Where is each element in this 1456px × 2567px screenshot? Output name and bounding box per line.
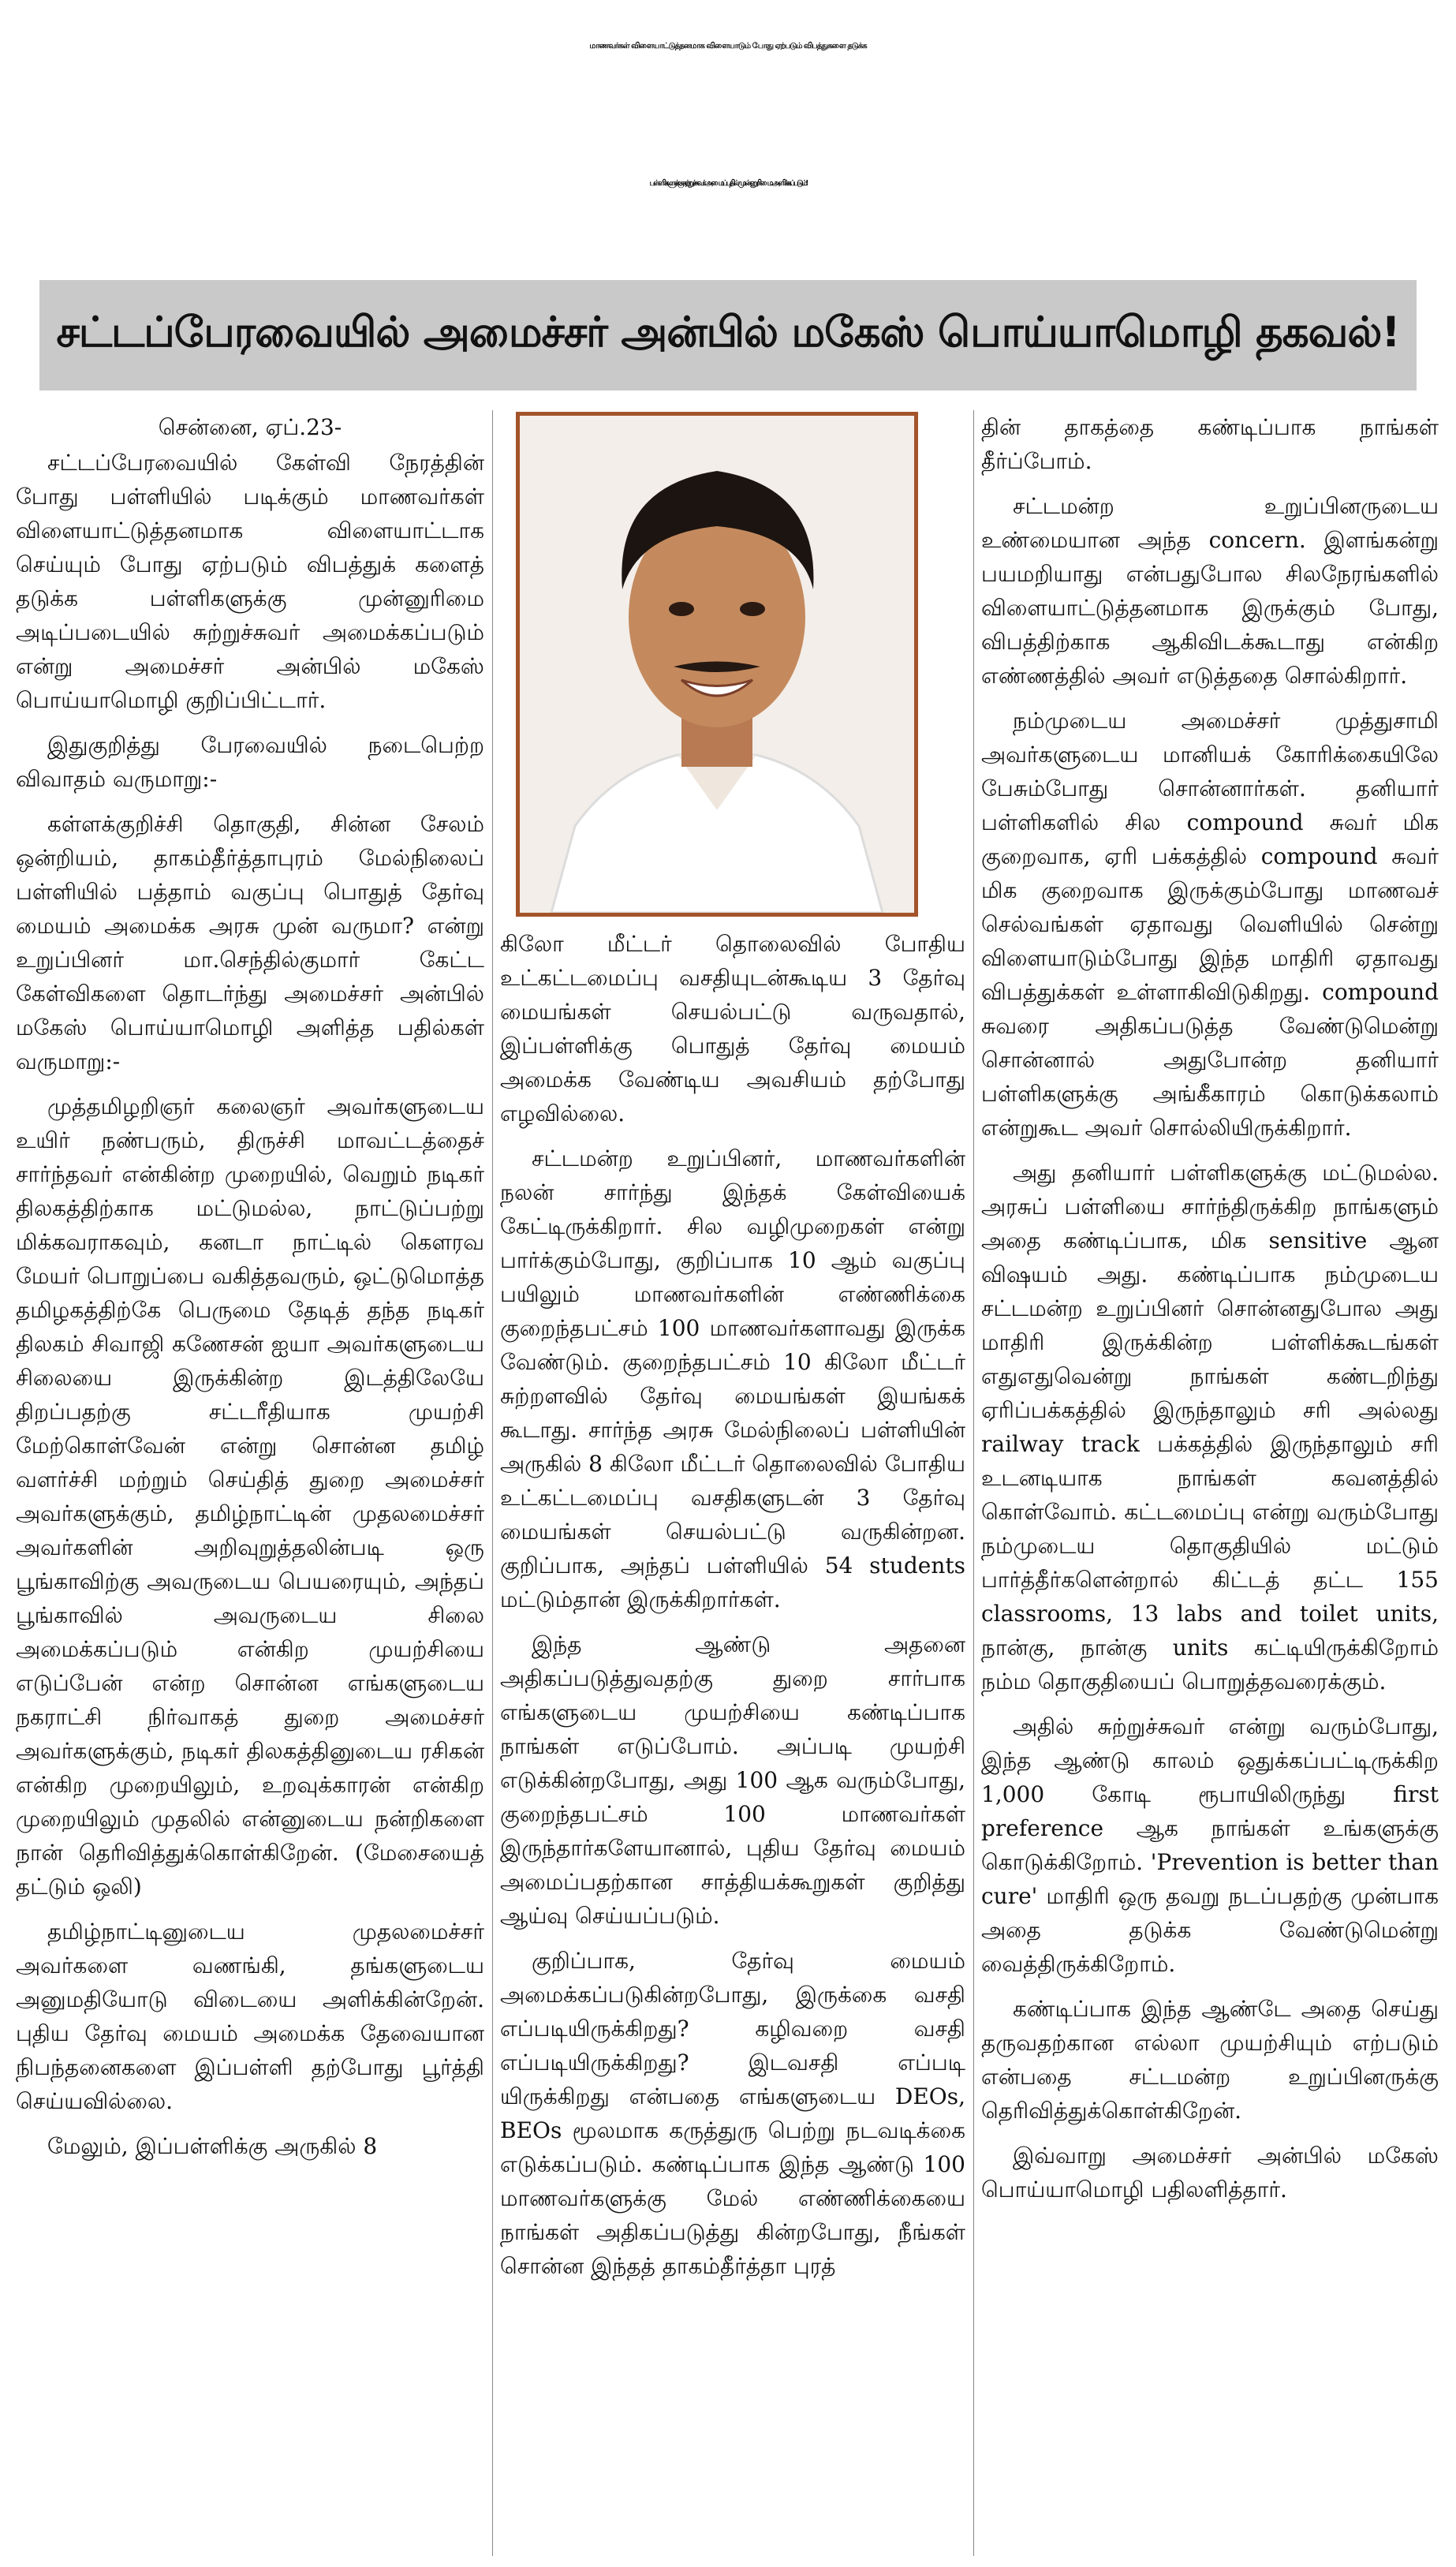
article-column-3 bbox=[981, 410, 1439, 2556]
paragraph: அதில் சுற்றுச்சுவர் என்று வரும்போது, இந்த ஆண்டு காலம் ஒதுக்கப்பட்டிருக்கிற 1,000 கோடி ரூபாயிலிருந்து first preference ஆக நாங்கள் உங்களுக்கு கொடுக்கிறோம். 'Prevention is better than cure' மாதிரி ஒரு தவறு நடப்பதற்கு முன்பாக அதை தடுக்க வேண்டுமென்று வைத்திருக்கிறோம். bbox=[981, 1713, 1439, 1977]
paragraph: குறிப்பாக, தேர்வு மையம் அமைக்கப்படுகின்றபோது, இருக்கை வசதி எப்படியிருக்கிறது? கழிவறை வசதி எப்படியிருக்கிறது? இடவசதி எப்படி யிருக்கிறது என்பதை எங்களுடைய DEOs, BEOs மூலமாக கருத்துரு பெற்று நடவடிக்கை எடுக்கப்படும். கண்டிப்பாக இந்த ஆண்டு 100 மாணவர்களுக்கு மேல் எண்ணிக்கையை நாங்கள் அதிகப்படுத்து கின்றபோது, நீங்கள் சொன்ன இந்தத் தாகம்தீர்த்தா புரத் bbox=[500, 1948, 965, 2279]
paragraph: சட்டப்பேரவையில் கேள்வி நேரத்தின் போது பள்ளியில் படிக்கும் மாணவர்கள் விளையாட்டுத்தனமாக விளையாட்டாக செய்யும் போது ஏற்படும் விபத்துக் களைத் தடுக்க பள்ளிகளுக்கு முன்னுரிமை அடிப்படையில் சுற்றுச்சுவர் அமைக்கப்படும் என்று அமைச்சர் அன்பில் மகேஸ் பொய்யாமொழி குறிப்பிட்டார். bbox=[16, 450, 484, 713]
headline: பள்ளிகளுக்கு சுற்றுச்சுவர் அமைப்பதில் முன்னுரிமை அளிக்கப்படும்! bbox=[649, 179, 807, 188]
paragraph: இந்த ஆண்டு அதனை அதிகப்படுத்துவதற்கு துறை சார்பாக எங்களுடைய முயற்சியை கண்டிப்பாக நாங்கள் எடுப்போம். அப்படி முயற்சி எடுக்கின்றபோது, அது 100 ஆக வரும்போது, குறைந்தபட்சம் 100 மாணவர்கள் இருந்தார்களேயானால், புதிய தேர்வு மையம் அமைப்பதற்கான சாத்தியக்கூறுகள் குறித்து ஆய்வு செய்யப்படும். bbox=[500, 1631, 965, 1929]
paragraph: இதுகுறித்து பேரவையில் நடைபெற்ற விவாதம் வருமாறு:- bbox=[16, 732, 484, 792]
column-divider bbox=[973, 410, 974, 2556]
article-column-1 bbox=[16, 410, 484, 2556]
paragraph: சட்டமன்ற உறுப்பினர், மாணவர்களின் நலன் சார்ந்து இந்தக் கேள்வியைக் கேட்டிருக்கிறார். சில வழிமுறைகள் என்று பார்க்கும்போது, குறிப்பாக 10 ஆம் வகுப்பு பயிலும் மாணவர்களின் எண்ணிக்கை குறைந்தபட்சம் 100 மாணவர்களாவது இருக்க வேண்டும். குறைந்தபட்சம் 10 கிலோ மீட்டர் சுற்றளவில் தேர்வு மையங்கள் இயங்கக் கூடாது. சார்ந்த அரசு மேல்நிலைப் பள்ளியின் அருகில் 8 கிலோ மீட்டர் தொலைவில் போதிய உட்கட்டமைப்பு வசதிகளுடன் 3 தேர்வு மையங்கள் செயல்பட்டு வருகின்றன. குறிப்பாக, அந்தப் பள்ளியில் 54 students மட்டும்தான் இருக்கிறார்கள். bbox=[500, 1145, 965, 1612]
subheadline-text: சட்டப்பேரவையில் அமைச்சர் அன்பில் மகேஸ் பொய்யாமொழி தகவல்! bbox=[56, 308, 1400, 357]
paragraph: தின் தாகத்தை கண்டிப்பாக நாங்கள் தீர்ப்போம். bbox=[981, 414, 1439, 474]
minister-photo bbox=[516, 412, 918, 917]
paragraph: கிலோ மீட்டர் தொலைவில் போதிய உட்கட்டமைப்பு வசதியுடன்கூடிய 3 தேர்வு மையங்கள் செயல்பட்டு வருவதால், இப்பள்ளிக்கு பொதுத் தேர்வு மையம் அமைக்க வேண்டிய அவசியம் தற்போது எழவில்லை. bbox=[500, 931, 965, 1127]
article-column-2 bbox=[500, 927, 965, 2556]
subheadline bbox=[39, 280, 1417, 390]
paragraph: அது தனியார் பள்ளிகளுக்கு மட்டுமல்ல. அரசுப் பள்ளியை சார்ந்திருக்கிற நாங்களும் அதை கண்டிப்பாக, மிக sensitive ஆன விஷயம் அது. கண்டிப்பாக நம்முடைய சட்டமன்ற உறுப்பினர் சொன்னதுபோல அது மாதிரி இருக்கின்ற பள்ளிக்கூடங்கள் எதுஎதுவென்று நாங்கள் கண்டறிந்து ஏரிப்பக்கத்தில் இருந்தாலும் சரி அல்லது railway track பக்கத்தில் இருந்தாலும் சரி உடனடியாக நாங்கள் கவனத்தில் கொள்வோம். கட்டமைப்பு என்று வரும்போது நம்முடைய தொகுதியில் மட்டும் பார்த்தீர்களென்றால் கிட்டத் தட்ட 155 classrooms, 13 labs and toilet units, நான்கு, நான்கு units கட்டியிருக்கிறோம் நம்ம தொகுதியைப் பொறுத்தவரைக்கும். bbox=[981, 1160, 1439, 1695]
kicker: மாணவர்கள் விளையாட்டுத்தனமாக விளையாடும் போது ஏற்படும் விபத்துகளை தடுக்க bbox=[589, 42, 867, 50]
paragraph: முத்தமிழறிஞர் கலைஞர் அவர்களுடைய உயிர் நண்பரும், திருச்சி மாவட்டத்தைச் சார்ந்தவர் என்கின்ற முறையில், வெறும் நடிகர் திலகத்திற்காக மட்டுமல்ல, நாட்டுப்பற்று மிக்கவராகவும், கனடா நாட்டில் கௌரவ மேயர் பொறுப்பை வகித்தவரும், ஒட்டுமொத்த தமிழகத்திற்கே பெருமை தேடித் தந்த நடிகர் திலகம் சிவாஜி கணேசன் ஐயா அவர்களுடைய சிலையை இருக்கின்ற இடத்திலேயே திறப்பதற்கு சட்டரீதியாக முயற்சி மேற்கொள்வேன் என்று சொன்ன தமிழ் வளர்ச்சி மற்றும் செய்தித் துறை அமைச்சர் அவர்களுக்கும், தமிழ்நாட்டின் முதலமைச்சர் அவர்களின் அறிவுறுத்தலின்படி ஒரு பூங்காவிற்கு அவருடைய பெயரையும், அந்தப் பூங்காவில் அவருடைய சிலை அமைக்கப்படும் என்கிற முயற்சியை எடுப்பேன் என்ற சொன்ன எங்களுடைய நகராட்சி நிர்வாகத் துறை அமைச்சர் அவர்களுக்கும், நடிகர் திலகத்தினுடைய ரசிகன் என்கிற முறையிலும், உறவுக்காரன் என்கிற முறையிலும் முதலில் என்னுடைய நன்றிகளை நான் தெரிவித்துக்கொள்கிறேன். (மேசையைத் தட்டும் ஒலி) bbox=[16, 1093, 484, 1900]
paragraph: மேலும், இப்பள்ளிக்கு அருகில் 8 bbox=[47, 2133, 378, 2159]
column-divider bbox=[492, 410, 493, 2556]
portrait-image bbox=[520, 416, 914, 913]
paragraph: தமிழ்நாட்டினுடைய முதலமைச்சர் அவர்களை வணங்கி, தங்களுடைய அனுமதியோடு விடையை அளிக்கின்றேன். புதிய தேர்வு மையம் அமைக்க தேவையான நிபந்தனைகளை இப்பள்ளி தற்போது பூர்த்தி செய்யவில்லை. bbox=[16, 1919, 484, 2114]
paragraph: கண்டிப்பாக இந்த ஆண்டே அதை செய்து தருவதற்கான எல்லா முயற்சியும் எற்படும் என்பதை சட்டமன்ற உறுப்பினருக்கு தெரிவித்துக்கொள்கிறேன். bbox=[981, 1996, 1439, 2124]
paragraph: நம்முடைய அமைச்சர் முத்துசாமி அவர்களுடைய மானியக் கோரிக்கையிலே பேசும்போது சொன்னார்கள். தனியார் பள்ளிகளில் சில compound சுவர் மிக குறைவாக, ஏரி பக்கத்தில் compound சுவர் மிக குறைவாக இருக்கும்போது மாணவச் செல்வங்கள் ஏதாவது வெளியில் சென்று விளையாடும்போது இந்த மாதிரி ஏதாவது விபத்துக்கள் உள்ளாகிவிடுகிறது. compound சுவரை அதிகப்படுத்த வேண்டுமென்று சொன்னால் அதுபோன்ற தனியார் பள்ளிகளுக்கு அங்கீகாரம் கொடுக்கலாம் என்றுகூட அவர் சொல்லியிருக்கிறார். bbox=[981, 708, 1439, 1141]
dateline: சென்னை, ஏப்.23- bbox=[158, 414, 342, 440]
paragraph: சட்டமன்ற உறுப்பினருடைய உண்மையான அந்த concern. இளங்கன்று பயமறியாது என்பதுபோல சிலநேரங்களில் விளையாட்டுத்தனமாக இருக்கும் போது, விபத்திற்காக ஆகிவிடக்கூடாது என்கிற எண்ணத்தில் அவர் எடுத்ததை சொல்கிறார். bbox=[981, 493, 1439, 689]
paragraph: இவ்வாறு அமைச்சர் அன்பில் மகேஸ் பொய்யாமொழி பதிலளித்தார். bbox=[981, 2143, 1439, 2203]
paragraph: கள்ளக்குறிச்சி தொகுதி, சின்ன சேலம் ஒன்றியம், தாகம்தீர்த்தாபுரம் மேல்நிலைப் பள்ளியில் பத்தாம் வகுப்பு பொதுத் தேர்வு மையம் அமைக்க அரசு முன் வருமா? என்று உறுப்பினர் மா.செந்தில்குமார் கேட்ட கேள்விகளை தொடர்ந்து அமைச்சர் அன்பில் மகேஸ் பொய்யாமொழி அளித்த பதில்கள் வருமாறு:- bbox=[16, 811, 484, 1074]
